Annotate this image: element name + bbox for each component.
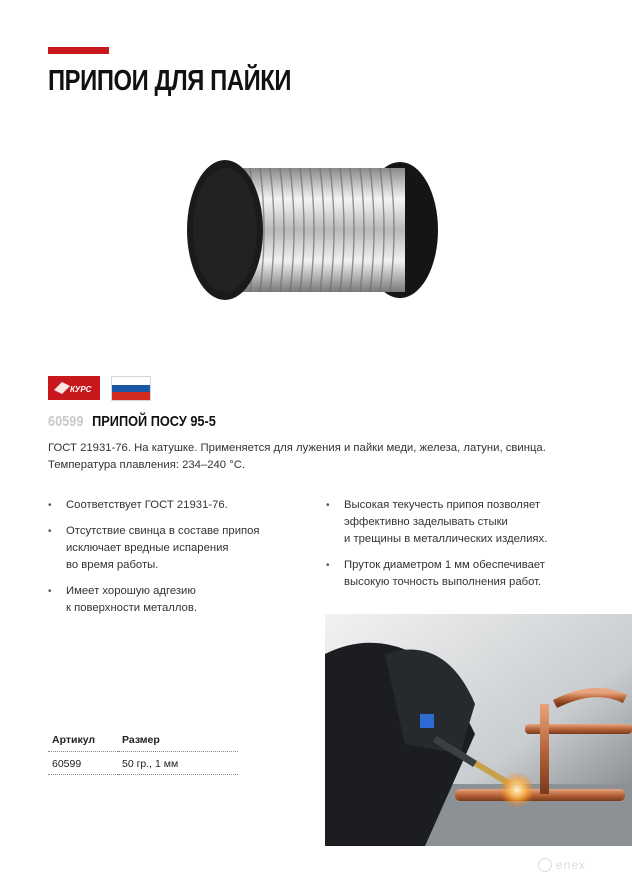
feature-item bbox=[326, 497, 596, 548]
feature-line: и трещины в металлических изделиях. bbox=[344, 533, 548, 545]
flag-stripe-blue bbox=[112, 385, 150, 393]
product-heading bbox=[48, 413, 216, 430]
page-title: ПРИПОИ ДЛЯ ПАЙКИ bbox=[48, 65, 292, 97]
feature-line: к поверхности металлов. bbox=[66, 602, 197, 614]
feature-line: • Пруток диаметром 1 мм обеспечивает bbox=[344, 559, 545, 571]
feature-line: • Соответствует ГОСТ 21931-76. bbox=[66, 499, 228, 511]
flag-stripe-red bbox=[112, 392, 150, 400]
flag-stripe-white bbox=[112, 377, 150, 385]
feature-item bbox=[48, 583, 298, 617]
cell-size: 50 гр., 1 мм bbox=[118, 752, 238, 775]
feature-list-left bbox=[48, 497, 298, 626]
feature-item bbox=[326, 557, 596, 591]
description-line: Температура плавления: 234–240 °C. bbox=[48, 459, 246, 471]
watermark-text: enex bbox=[556, 858, 587, 872]
feature-line: • Высокая текучесть припоя позволяет bbox=[344, 499, 541, 511]
enex-logo-icon bbox=[538, 858, 552, 872]
feature-line: эффективно заделывать стыки bbox=[344, 516, 508, 528]
column-header-size: Размер bbox=[118, 731, 238, 752]
spec-table-header-row bbox=[48, 731, 238, 752]
table-row bbox=[48, 752, 238, 775]
cell-article: 60599 bbox=[48, 752, 118, 775]
feature-line: во время работы. bbox=[66, 559, 159, 571]
title-accent-bar bbox=[48, 47, 109, 54]
feature-line: высокую точность выполнения работ. bbox=[344, 576, 542, 588]
feature-list-right bbox=[326, 497, 596, 600]
feature-line: • Отсутствие свинца в составе припоя bbox=[66, 525, 260, 537]
feature-line: • Имеет хорошую адгезию bbox=[66, 585, 196, 597]
russia-flag bbox=[111, 376, 151, 401]
product-name: ПРИПОЙ ПОСУ 95-5 bbox=[92, 413, 216, 430]
product-code: 60599 bbox=[48, 413, 84, 430]
description-line: ГОСТ 21931-76. На катушке. Применяется для лужения и пайки меди, железа, латуни, свинца. bbox=[48, 442, 546, 454]
brand-watermark bbox=[538, 858, 586, 872]
column-header-article: Артикул bbox=[48, 731, 118, 752]
spec-table bbox=[48, 731, 238, 775]
product-description bbox=[48, 440, 608, 474]
solder-spool-image bbox=[180, 150, 450, 310]
feature-item bbox=[48, 523, 298, 574]
feature-item bbox=[48, 497, 298, 514]
svg-text:КУРС: КУРС bbox=[70, 385, 92, 394]
soldering-usage-photo bbox=[325, 614, 632, 846]
feature-line: исключает вредные испарения bbox=[66, 542, 229, 554]
kurs-logo bbox=[48, 376, 100, 400]
spool-front-flange-face bbox=[193, 168, 257, 292]
